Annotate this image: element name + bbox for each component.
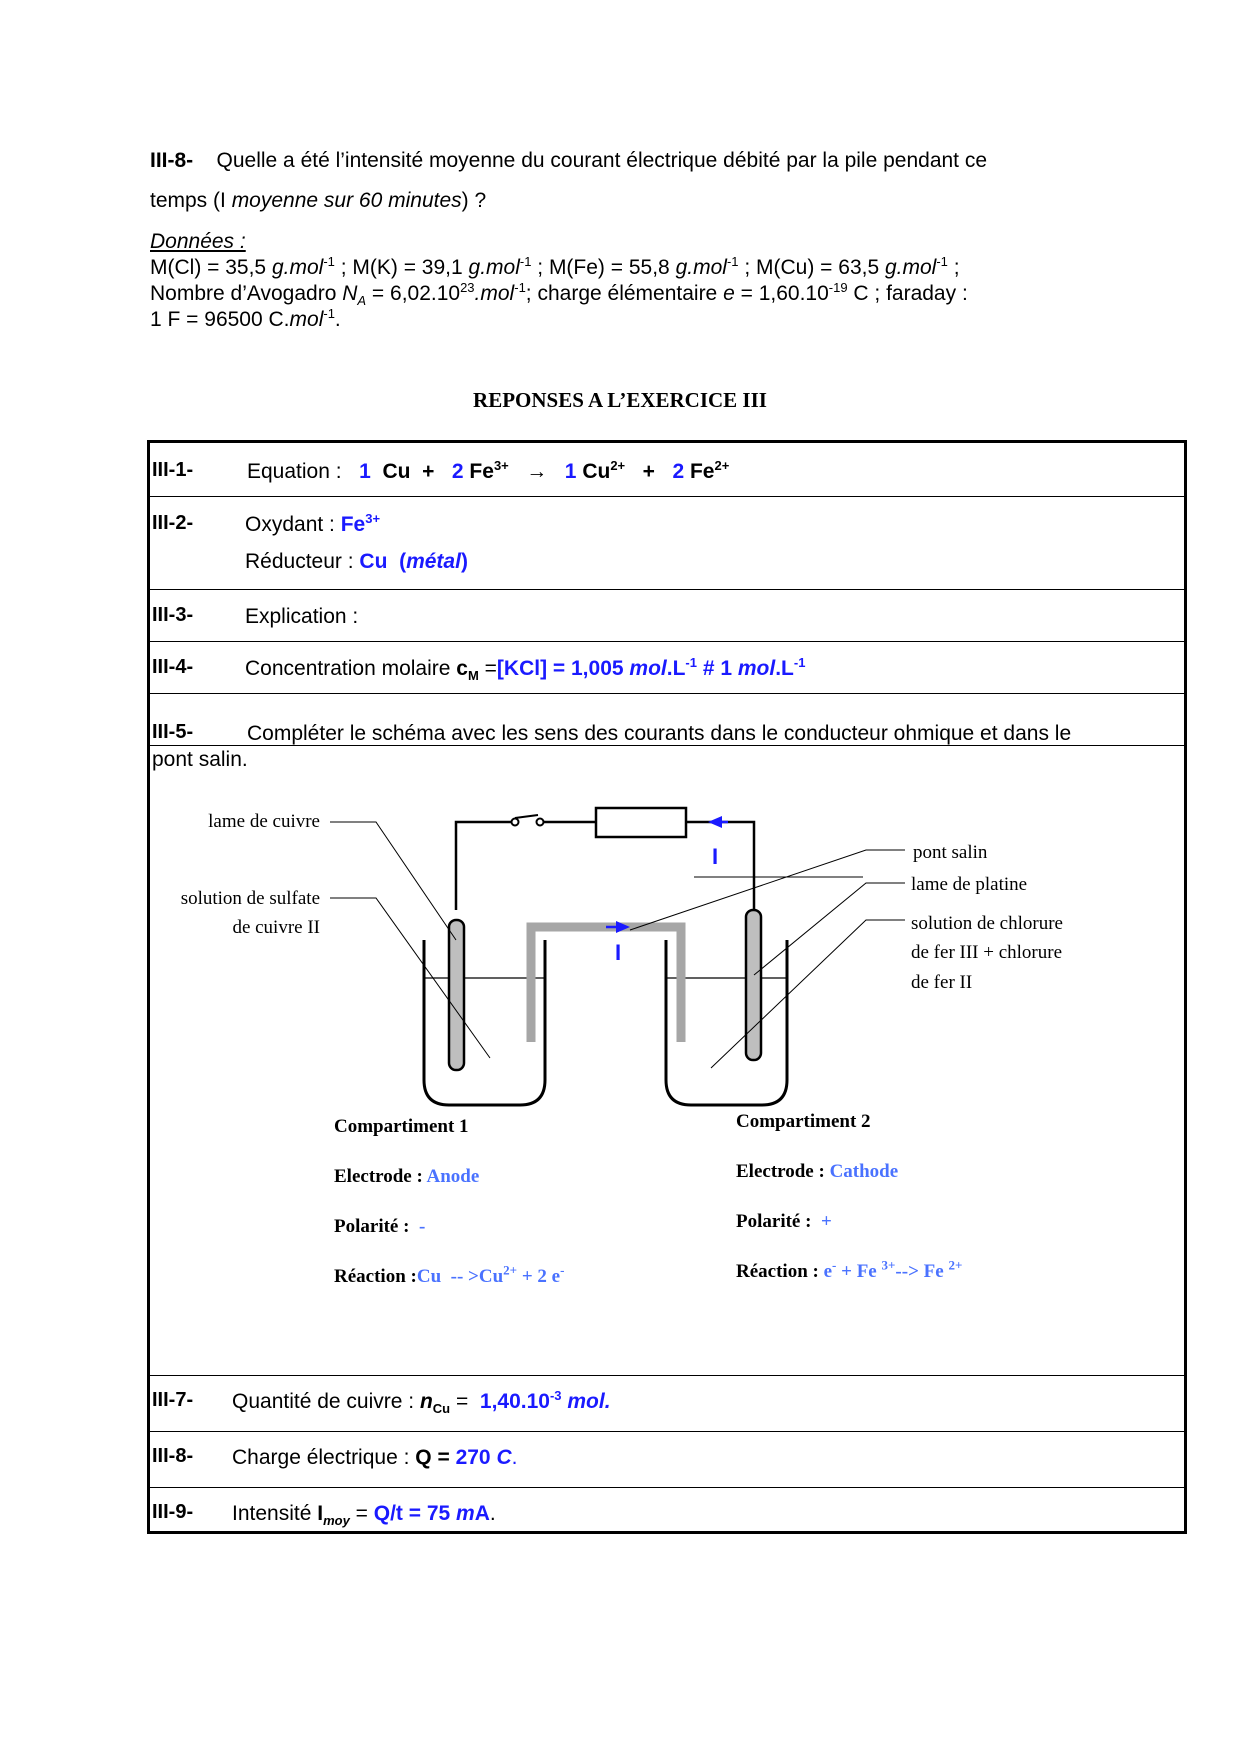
answer-number: III-8- [152, 1445, 194, 1467]
answer-equation: Equation : 1 Cu + 2 $Fe^{3+}$ → 1 $Cu^{2+}$ + 2 $Fe^{2+}$ [247, 458, 730, 483]
compartment-2-reaction: Réaction : e- + Fe $^{3+}$--> Fe $^{2+}$ [736, 1257, 963, 1282]
question-text-2c: ) ? [461, 189, 487, 212]
switch-icon [512, 815, 544, 826]
donnees-line-1: M(Cl) = 35,5 g.mol$^{-1}$ ; M(K) = 39,1 g.mol$^{-1}$ ; M(Fe) = 55,8 g.mol$^{-1}$ ; M(Cu) = 63,5 g.mol$^{-1}$ ; [150, 254, 960, 279]
current-arrow-icon [708, 816, 722, 828]
donnees-label: Données : [150, 230, 246, 253]
section-title: REPONSES A L’EXERCICE III [473, 388, 767, 412]
compartment-1-reaction: Réaction :Cu -- $>Cu^{2+} + 2$ e- [334, 1262, 565, 1287]
platinum-electrode [746, 910, 761, 1060]
donnees-line-2: Nombre d’Avogadro $N_A = 6,02.10^{23}.mol^{-1}$; charge élémentaire $e = 1,60.10^{-19}$ C ; faraday : [150, 280, 968, 309]
question-number: III-8- [150, 149, 194, 172]
answer-number: III-5- [152, 721, 194, 743]
answer-number: III-4- [152, 656, 194, 678]
answer-schema-line-2: pont salin. [152, 748, 248, 771]
answer-number: III-1- [152, 459, 194, 481]
answer-number: III-3- [152, 604, 194, 626]
arrow-icon: → [526, 460, 548, 483]
current-label-bridge: I [615, 940, 622, 965]
compartment-2-electrode: Electrode : Cathode [736, 1161, 899, 1182]
label-sulfate-1: solution de sulfate [180, 888, 320, 909]
label-chlorure-1: solution de chlorure [911, 913, 1063, 934]
answer-explication: Explication : [245, 605, 359, 628]
answer-number: III-7- [152, 1389, 194, 1411]
label-sulfate-2: de cuivre II [232, 917, 320, 938]
compartment-2-polarite: Polarité : + [736, 1211, 832, 1232]
question-text-2a: temps (I [150, 189, 232, 212]
answer-oxydant: Oxydant : $Fe^{3+}$ [245, 511, 381, 536]
label-lame-platine: lame de platine [911, 874, 1028, 895]
compartment-1-title: Compartiment 1 [334, 1116, 469, 1137]
copper-electrode [449, 920, 464, 1070]
answer-intensite: Intensité $I_{moy} = Q/t = 75$ mA. [232, 1502, 496, 1529]
answer-schema-line-1: Compléter le schéma avec les sens des courants dans le conducteur ohmique et dans le [247, 722, 1072, 745]
question-text: Quelle a été l’intensité moyenne du courant électrique débité par la pile pendant ce [216, 149, 988, 172]
label-chlorure-2: de fer III + chlorure [911, 942, 1063, 963]
label-pont-salin: pont salin [913, 842, 988, 863]
answer-reducteur: Réducteur : Cu (métal) [245, 550, 468, 573]
answer-concentration: Concentration molaire $c_M =[KCl] = 1,005$ $mol.L^{-1}$ # 1 $mol.L^{-1}$ [245, 655, 806, 684]
compartment-2-title: Compartiment 2 [736, 1111, 871, 1132]
label-chlorure-3: de fer II [911, 972, 973, 993]
label-lame-cuivre: lame de cuivre [208, 811, 320, 832]
answer-number: III-2- [152, 512, 194, 534]
answer-quantite: Quantité de cuivre : $n_{Cu} = 1,40.10^{-3}$ mol. [232, 1388, 611, 1417]
answer-charge: Charge électrique : Q = 270 C. [232, 1446, 518, 1469]
salt-bridge [531, 927, 681, 1042]
donnees-line-3: 1 F = 96500 C.mol$^{-1}$. [150, 306, 341, 331]
answer-number: III-9- [152, 1501, 194, 1523]
compartment-1-polarite: Polarité : - [334, 1216, 426, 1237]
compartment-1-electrode: Electrode : Anode [334, 1166, 480, 1187]
question-text-2b: moyenne sur 60 minutes [231, 189, 462, 212]
current-label-wire: I [712, 844, 719, 869]
resistor-icon [596, 808, 686, 837]
